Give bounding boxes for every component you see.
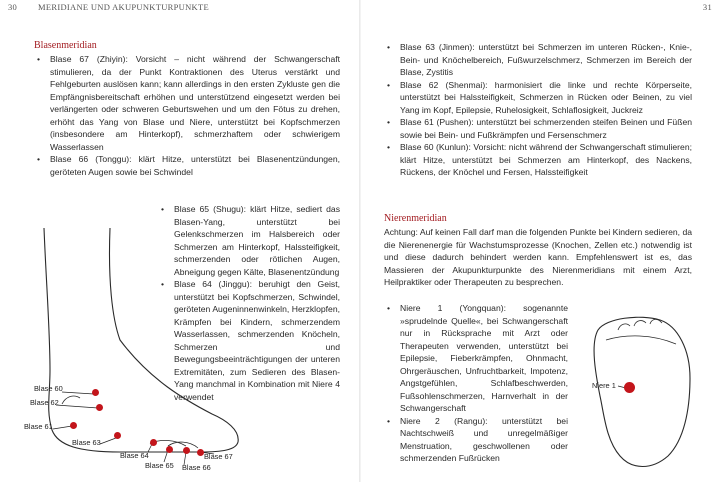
bullet-icon: • <box>161 279 165 289</box>
label-blase-61: Blase 61 <box>24 422 53 431</box>
bullet-icon: • <box>37 54 41 64</box>
niere-2-text: Niere 2 (Rangu): unterstützt bei Nachtschweiß und unregelmäßiger Menstruation, geschwollenen oder schmerzenden Fußrücken <box>400 415 568 463</box>
running-head: MERIDIANE UND AKUPUNKTURPUNKTE <box>38 2 209 12</box>
bullet-icon: • <box>387 79 391 90</box>
bullet-icon: • <box>161 204 165 214</box>
blase-64-text: Blase 64 (Jinggu): beruhigt den Geist, unterstützt bei Kopfschmerzen, Schwindel, geröteten Augeninnenwinkeln, Herzklopfen, Krämpfen bei Kindern, schmerzendem Wasserlassen, schmerzenden Knöcheln, Schmerzen und Bewegungsbeeinträchtigungen der unteren Extremitäten, zum Sedieren des Blasen-Yang manchmal in Kombination mit Niere 4 verwendet <box>174 279 340 402</box>
label-blase-67: Blase 67 <box>204 452 233 461</box>
bullet-icon: • <box>387 415 391 426</box>
blase-65-text: Blase 65 (Shugu): klärt Hitze, sediert das Blasen-Yang, unterstützt bei Gelenkschmerzen im Halsbereich oder Schmerzen am Hinterkopf, Halssteifigkeit, schmerzenden oder rötlichen Augen, Abneigung gegen Kälte, Blasenentzündung <box>174 204 340 277</box>
blase-63-text: Blase 63 (Jinmen): unterstützt bei Schmerzen im unteren Rücken-, Knie-, Bein- und Knöchelbereich, Fußwurzelschmerz, Schmerzen im Bereich der Blase, Zystitis <box>400 42 692 77</box>
right-page-number: 31 <box>702 2 712 12</box>
blase-62-text: Blase 62 (Shenmai): harmonisiert die linke und rechte Körperseite, unterstützt bei Halssteifigkeit, Schmerzen in Rücken oder Beinen, zu viel Yang im Kopf, Epilepsie, Ruhelosigkeit, Schlaflosigkeit, Juckreiz <box>400 79 692 115</box>
bullet-icon: • <box>387 42 391 52</box>
blase-60-text: Blase 60 (Kunlun): Vorsicht: nicht während der Schwangerschaft stimulieren; klärt Hitze, unterstützt bei Schmerzen am Hinterkopf, des Nackens, Rückens, der Knöchel und Fersen, Halssteifigkeit <box>400 142 692 177</box>
bullet-icon: • <box>37 154 41 164</box>
kidney-intro-text: Achtung: Auf keinen Fall darf man die folgenden Punkte bei Kindern sedieren, da die Nierenenergie für Wachstumsprozesse (Knochen, Zellen etc.) notwendig ist und diese dadurch behindert werden kann. Empfehlenswert ist es, das Massieren der Akupunkturpunkte des Nierenmeridians mit einem Arzt, Heilpraktiker oder Therapeuten zu besprechen. <box>384 227 692 287</box>
label-blase-65: Blase 65 <box>145 461 174 470</box>
blase-66-text: Blase 66 (Tonggu): klärt Hitze, unterstützt bei Blasenentzündungen, geröteten Augen sowie bei Schwindel <box>50 154 340 177</box>
niere-1-text: Niere 1 (Yongquan): sogenannte »sprudelnde Quelle«, bei Schwangerschaft nur in Rücksprache mit Arzt oder Therapeuten verwenden, unterstützt bei Epilepsie, Fieberkrämpfen, Ohnmacht, Ohrgeräuschen, Unfruchtbarkeit, Impotenz, Angstgefühlen, Schlafbeschwerden, Fußsohlenschmerzen, Harnverhalt in der Schwangerschaft <box>400 303 568 413</box>
blase-61-text: Blase 61 (Pushen): unterstützt bei schmerzenden steifen Beinen und Füßen sowie bei Bein- und Fußkrämpfen und Fersenschmerz <box>400 117 692 140</box>
bullet-icon: • <box>387 142 391 152</box>
label-blase-60: Blase 60 <box>34 384 63 393</box>
bullet-icon: • <box>387 303 391 313</box>
label-blase-63: Blase 63 <box>72 438 101 447</box>
blase-67-text: Blase 67 (Zhiyin): Vorsicht – nicht während der Schwangerschaft stimulieren, da der Punkt Kontraktionen des Uterus verstärkt und Fehlgeburten auslösen kann; kann allerdings in den ersten Zykluste gen die Empfängnisbereitschaft erhöhen und unterstützend eingesetzt werden bei verlängerten oder schweren Geburtswehen und um den Fötus zu drehen, erhöht das Yang von Blase und Niere, unterstützt bei Kopfschmerzen (insbesondere am Hinterkopf), schmerzhaftem oder schwierigem Wasserlassen <box>50 54 340 152</box>
acupoint-niere-1 <box>624 382 635 393</box>
label-blase-64: Blase 64 <box>120 451 149 460</box>
bullet-icon: • <box>387 117 391 127</box>
section-title-nierenmeridian: Nierenmeridian <box>384 213 447 224</box>
label-blase-62: Blase 62 <box>30 398 59 407</box>
label-niere-1: Niere 1 <box>592 381 616 390</box>
label-blase-66: Blase 66 <box>182 463 211 472</box>
left-page-number: 30 <box>8 2 18 12</box>
section-title-blasenmeridian: Blasenmeridian <box>34 40 97 51</box>
